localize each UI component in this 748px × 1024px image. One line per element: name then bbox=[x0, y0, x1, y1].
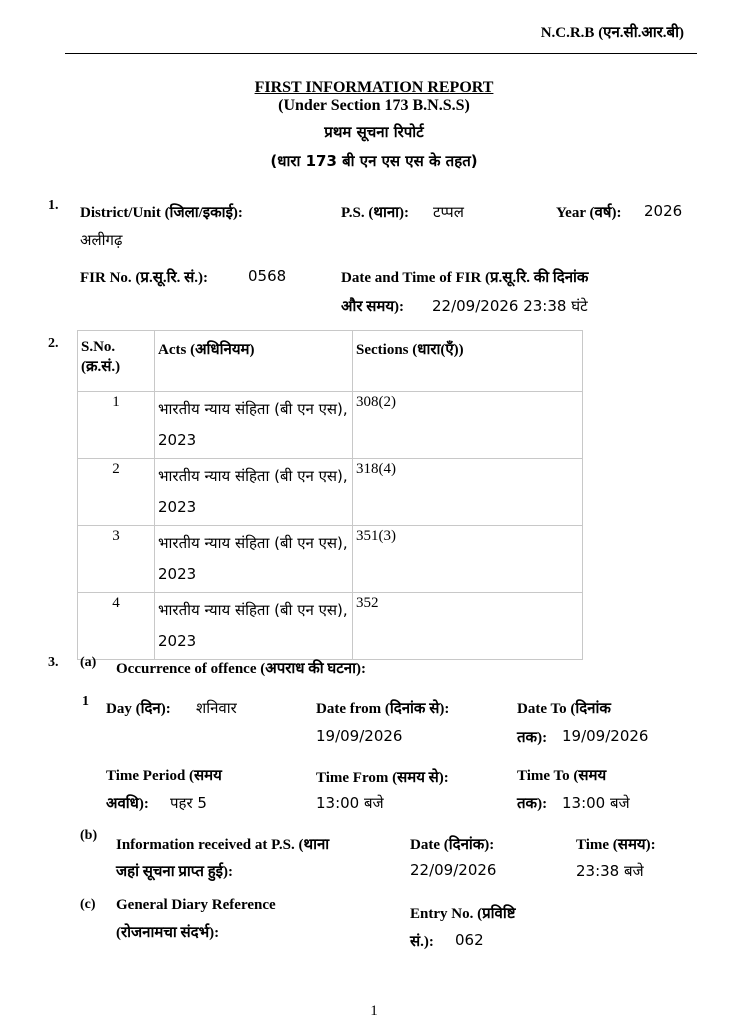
row-act: भारतीय न्याय संहिता (बी एन एस), 2023 bbox=[155, 526, 353, 593]
item-3c-marker: (c) bbox=[80, 897, 96, 912]
date-to-value: 19/09/2026 bbox=[562, 727, 649, 745]
date-to-label-cont: तक): bbox=[517, 730, 548, 746]
row-act: भारतीय न्याय संहिता (बी एन एस), 2023 bbox=[155, 459, 353, 526]
time-from-value: 13:00 बजे bbox=[316, 794, 384, 812]
row-section: 308(2) bbox=[353, 392, 583, 459]
occurrence-row-number: 1 bbox=[82, 694, 89, 709]
entry-no-label: Entry No. (प्रविष्टि bbox=[410, 906, 516, 922]
entry-no-value: 062 bbox=[455, 931, 484, 949]
sno-header-hi: (क्र.सं.) bbox=[81, 359, 121, 375]
info-time-value: 23:38 बजे bbox=[576, 862, 644, 880]
year-label: Year (वर्ष): bbox=[556, 205, 622, 221]
item-2-number: 2. bbox=[48, 336, 59, 351]
sno-header-en: S.No. bbox=[81, 339, 116, 355]
ps-label: P.S. (थाना): bbox=[341, 205, 410, 221]
gd-reference-label-cont: (रोजनामचा संदर्भ): bbox=[116, 925, 220, 941]
info-received-label-cont: जहां सूचना प्राप्त हुई): bbox=[116, 864, 234, 880]
time-period-label-cont: अवधि): bbox=[106, 796, 149, 812]
fir-datetime-label: Date and Time of FIR (प्र.सू.रि. की दिनांक bbox=[341, 270, 589, 286]
date-from-value: 19/09/2026 bbox=[316, 727, 403, 745]
info-received-label: Information received at P.S. (थाना bbox=[116, 837, 330, 853]
time-period-label: Time Period (समय bbox=[106, 768, 222, 784]
row-sno: 1 bbox=[78, 392, 155, 459]
sections-header: Sections (धारा(एँ)) bbox=[353, 331, 583, 392]
report-title-en bbox=[0, 79, 748, 97]
fir-no-value: 0568 bbox=[248, 267, 287, 285]
acts-table-header bbox=[78, 331, 583, 392]
occurrence-label: Occurrence of offence (अपराध की घटना): bbox=[116, 661, 366, 677]
table-row bbox=[78, 459, 583, 526]
sno-header bbox=[78, 331, 155, 392]
entry-no-label-cont: सं.): bbox=[410, 934, 434, 950]
item-3a-marker: (a) bbox=[80, 655, 97, 670]
row-sno: 4 bbox=[78, 593, 155, 660]
row-sno: 3 bbox=[78, 526, 155, 593]
time-period-value: पहर 5 bbox=[170, 794, 207, 812]
fir-datetime-label-cont: और समय): bbox=[341, 299, 405, 315]
item-3b-marker: (b) bbox=[80, 828, 98, 843]
gd-reference-label: General Diary Reference bbox=[116, 897, 276, 913]
info-time-label: Time (समय): bbox=[576, 837, 656, 853]
report-title-hi: प्रथम सूचना रिपोर्ट bbox=[324, 123, 424, 141]
acts-table bbox=[77, 330, 583, 660]
day-label: Day (दिन): bbox=[106, 701, 171, 717]
time-to-value: 13:00 बजे bbox=[562, 794, 630, 812]
district-value: अलीगढ़ bbox=[80, 231, 123, 249]
table-row bbox=[78, 392, 583, 459]
row-act: भारतीय न्याय संहिता (बी एन एस), 2023 bbox=[155, 593, 353, 660]
district-label: District/Unit (जिला/इकाई): bbox=[80, 205, 243, 221]
table-row bbox=[78, 593, 583, 660]
ncrb-header: N.C.R.B (एन.सी.आर.बी) bbox=[540, 25, 684, 41]
row-sno: 2 bbox=[78, 459, 155, 526]
item-3-number: 3. bbox=[48, 655, 59, 670]
time-to-label: Time To (समय bbox=[517, 768, 607, 784]
info-date-label: Date (दिनांक): bbox=[410, 837, 495, 853]
acts-header: Acts (अधिनियम) bbox=[155, 331, 353, 392]
fir-datetime-value: 22/09/2026 23:38 घंटे bbox=[432, 297, 588, 315]
day-value: शनिवार bbox=[196, 699, 237, 717]
fir-no-label: FIR No. (प्र.सू.रि. सं.): bbox=[80, 270, 208, 286]
row-section: 318(4) bbox=[353, 459, 583, 526]
date-to-label: Date To (दिनांक bbox=[517, 701, 611, 717]
date-from-label: Date from (दिनांक से): bbox=[316, 701, 450, 717]
page-number: 1 bbox=[370, 1003, 378, 1019]
row-section: 352 bbox=[353, 593, 583, 660]
item-1-number: 1. bbox=[48, 198, 59, 213]
ps-value: टप्पल bbox=[433, 203, 464, 221]
header-rule bbox=[65, 53, 697, 54]
info-date-value: 22/09/2026 bbox=[410, 861, 497, 879]
report-section-hi: (धारा 173 बी एन एस एस के तहत) bbox=[270, 152, 478, 170]
time-to-label-cont: तक): bbox=[517, 796, 548, 812]
year-value: 2026 bbox=[644, 202, 683, 220]
row-section: 351(3) bbox=[353, 526, 583, 593]
report-section-en: (Under Section 173 B.N.S.S) bbox=[278, 97, 470, 114]
table-row bbox=[78, 526, 583, 593]
row-act: भारतीय न्याय संहिता (बी एन एस), 2023 bbox=[155, 392, 353, 459]
time-from-label: Time From (समय से): bbox=[316, 770, 449, 786]
report-title-en-text: FIRST INFORMATION REPORT bbox=[254, 79, 494, 96]
